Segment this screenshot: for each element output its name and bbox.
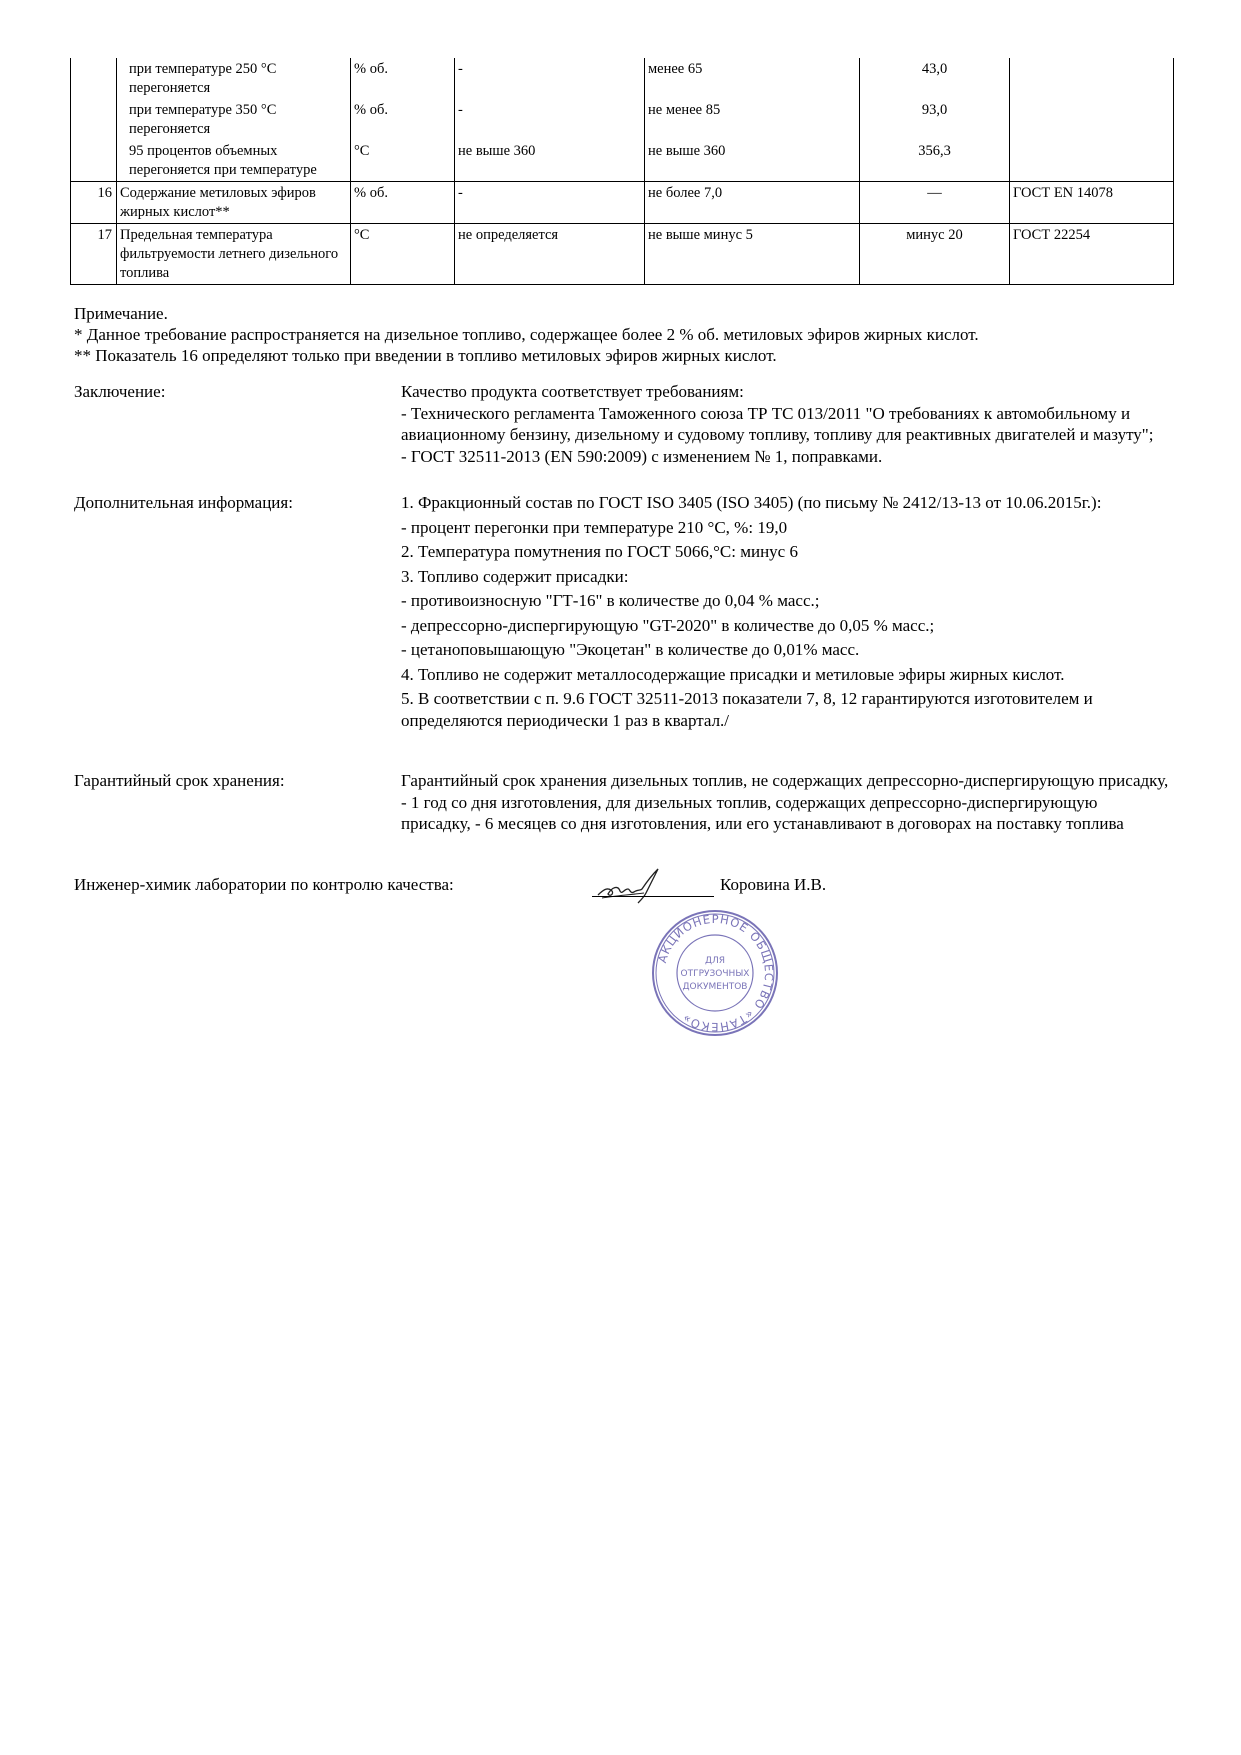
info-item: - цетаноповышающую "Экоцетан" в количестве до 0,01% масс. <box>401 640 860 659</box>
info-item: 1. Фракционный состав по ГОСТ ISO 3405 (ISO 3405) (по письму № 2412/13-13 от 10.06.2015г.): <box>401 493 1102 512</box>
conclusion-text <box>401 381 1171 467</box>
warranty-text <box>401 770 1171 835</box>
table-row <box>71 224 1174 285</box>
row-requirement: - <box>455 99 645 140</box>
info-item: 2. Температура помутнения по ГОСТ 5066,°С: минус 6 <box>401 542 798 561</box>
row-name: Предельная температура фильтруемости летнего дизельного топлива <box>117 224 351 285</box>
row-unit: °С <box>351 140 455 182</box>
conclusion-label: Заключение: <box>74 382 166 401</box>
stamp-inner-text: ОТГРУЗОЧНЫХ <box>680 969 750 979</box>
table-row <box>71 140 1174 182</box>
row-norm: не выше 360 <box>645 140 860 182</box>
row-method <box>1010 58 1174 99</box>
row-unit: % об. <box>351 58 455 99</box>
row-result: минус 20 <box>860 224 1010 285</box>
company-stamp <box>650 908 780 1038</box>
warranty-paragraph: Гарантийный срок хранения дизельных топлив, не содержащих депрессорно-диспергирующую присадку, - 1 год со дня изготовления, для дизельных топлив, содержащих депрессорно-диспергирующую присадку, - 6 месяцев со дня изготовления, или его устанавливают в договорах на поставку топлива <box>401 771 1169 833</box>
notes-block <box>74 303 979 366</box>
row-requirement: не выше 360 <box>455 140 645 182</box>
stamp-outer-text: АКЦИОНЕРНОЕ ОБЩЕСТВО «ТАНЕКО» <box>655 911 777 1035</box>
signatory-name: Коровина И.В. <box>720 875 827 894</box>
table-row <box>71 182 1174 224</box>
row-result: 93,0 <box>860 99 1010 140</box>
row-method <box>1010 99 1174 140</box>
row-result: 356,3 <box>860 140 1010 182</box>
row-unit: °С <box>351 224 455 285</box>
row-number <box>71 140 117 182</box>
row-method <box>1010 140 1174 182</box>
row-number <box>71 99 117 140</box>
row-requirement: - <box>455 182 645 224</box>
additional-info-text <box>401 492 1171 734</box>
row-name: Содержание метиловых эфиров жирных кислот** <box>117 182 351 224</box>
row-name: при температуре 250 °С перегоняется <box>117 58 351 99</box>
row-name: при температуре 350 °С перегоняется <box>117 99 351 140</box>
warranty-label: Гарантийный срок хранения: <box>74 771 285 790</box>
conclusion-paragraph: - ГОСТ 32511-2013 (EN 590:2009) с изменением № 1, поправками. <box>401 446 883 466</box>
info-item: - процент перегонки при температуре 210 °С, %: 19,0 <box>401 517 788 537</box>
additional-info-label: Дополнительная информация: <box>74 493 293 512</box>
row-norm: менее 65 <box>645 58 860 99</box>
row-number: 17 <box>71 224 117 285</box>
table-row <box>71 58 1174 99</box>
row-name: 95 процентов объемных перегоняется при температуре <box>117 140 351 182</box>
results-table <box>70 58 1174 285</box>
note-line: ** Показатель 16 определяют только при введении в топливо метиловых эфиров жирных кислот. <box>74 346 777 365</box>
info-item: 3. Топливо содержит присадки: <box>401 566 629 586</box>
conclusion-paragraph: - Технического регламента Таможенного союза ТР ТС 013/2011 "О требованиях к автомобильному и авиационному бензину, дизельному и судовому топливу, топливу для реактивных двигателей и мазуту"; <box>401 403 1154 444</box>
stamp-inner-text: ДОКУМЕНТОВ <box>682 982 748 992</box>
row-norm: не менее 85 <box>645 99 860 140</box>
info-item: - противоизносную "ГТ-16" в количестве до 0,04 % масс.; <box>401 591 820 610</box>
row-result: — <box>860 182 1010 224</box>
row-unit: % об. <box>351 182 455 224</box>
notes-title: Примечание. <box>74 304 168 323</box>
row-norm: не выше минус 5 <box>645 224 860 285</box>
row-method: ГОСТ EN 14078 <box>1010 182 1174 224</box>
conclusion-paragraph: Качество продукта соответствует требованиям: <box>401 382 744 401</box>
table-row <box>71 99 1174 140</box>
signature-line <box>592 896 714 897</box>
handwritten-signature <box>594 867 672 907</box>
row-number <box>71 58 117 99</box>
row-requirement: не определяется <box>455 224 645 285</box>
row-unit: % об. <box>351 99 455 140</box>
row-requirement: - <box>455 58 645 99</box>
signatory-role: Инженер-химик лаборатории по контролю качества: <box>74 875 454 894</box>
row-method: ГОСТ 22254 <box>1010 224 1174 285</box>
row-result: 43,0 <box>860 58 1010 99</box>
info-item: 4. Топливо не содержит металлосодержащие присадки и метиловые эфиры жирных кислот. <box>401 664 1065 684</box>
row-number: 16 <box>71 182 117 224</box>
stamp-inner-text: ДЛЯ <box>704 956 726 966</box>
info-item: - депрессорно-диспергирующую "GT-2020" в количестве до 0,05 % масс.; <box>401 615 935 635</box>
row-norm: не более 7,0 <box>645 182 860 224</box>
note-line: * Данное требование распространяется на дизельное топливо, содержащее более 2 % об. метиловых эфиров жирных кислот. <box>74 325 979 344</box>
info-item: 5. В соответствии с п. 9.6 ГОСТ 32511-2013 показатели 7, 8, 12 гарантируются изготовителем и определяются периодически 1 раз в квартал./ <box>401 689 1093 730</box>
